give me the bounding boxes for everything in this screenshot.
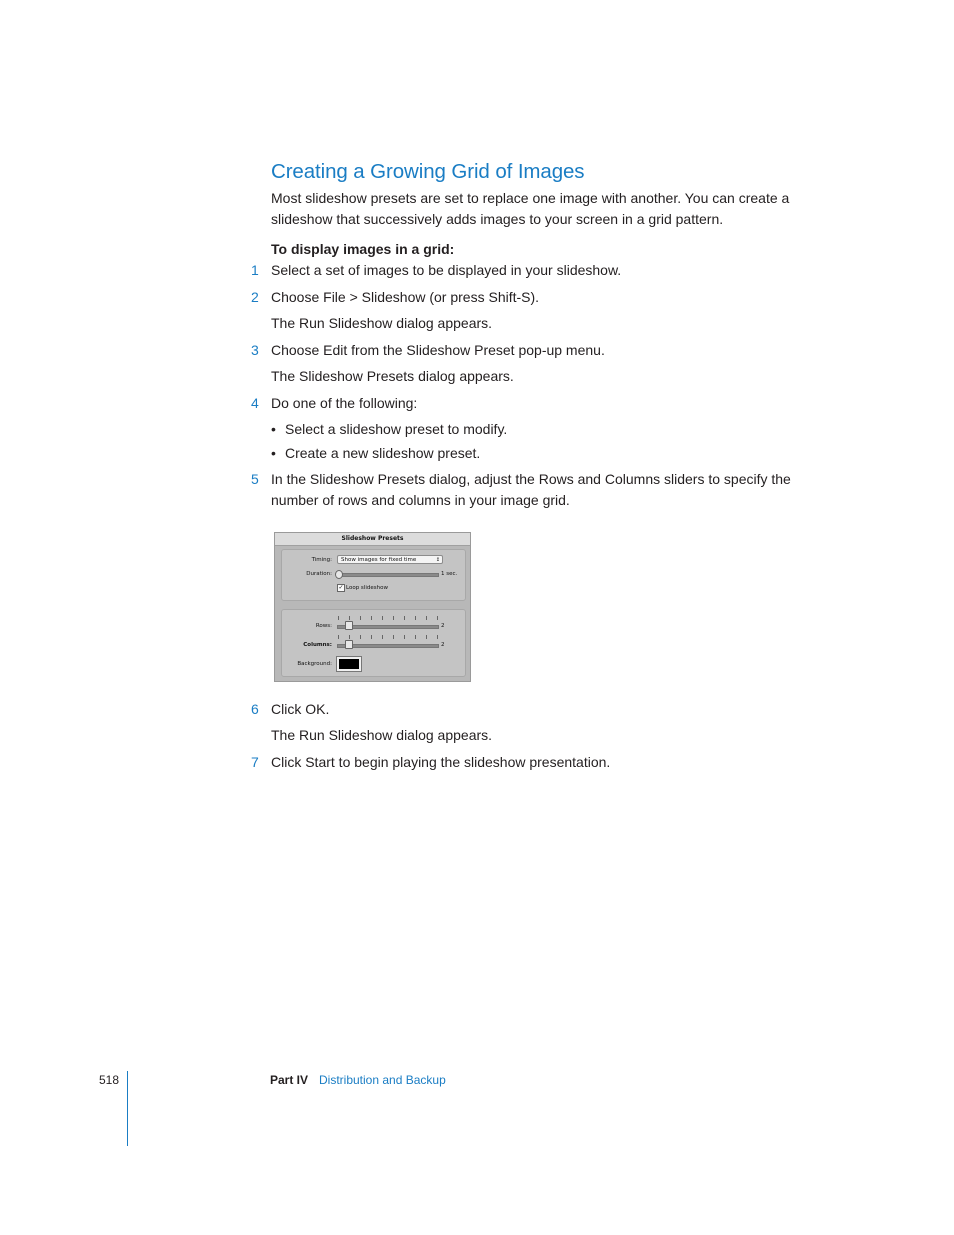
step-number: 3	[251, 342, 259, 358]
step-text: Do one of the following:	[271, 395, 418, 411]
bullet-item	[271, 421, 507, 437]
step-number: 7	[251, 754, 259, 770]
step-text: Choose File > Slideshow (or press Shift-S).	[271, 289, 540, 305]
step-result: The Run Slideshow dialog appears.	[271, 727, 493, 743]
step-number: 6	[251, 701, 259, 717]
step-text: In the Slideshow Presets dialog, adjust the Rows and Columns sliders to specify the number of rows and columns in your image grid.	[271, 471, 791, 508]
grid-panel	[281, 609, 466, 677]
loop-label: Loop slideshow	[346, 585, 388, 591]
bullet-item	[271, 445, 480, 461]
dialog-title: Slideshow Presets	[275, 533, 470, 546]
step-text: Choose Edit from the Slideshow Preset pop-up menu.	[271, 342, 605, 358]
bullet-text: Create a new slideshow preset.	[285, 445, 481, 461]
bullet-marker: •	[271, 445, 276, 461]
step-text: Click Start to begin playing the slideshow presentation.	[271, 754, 611, 770]
rows-value: 2	[441, 623, 445, 629]
procedure-lead-in: To display images in a grid:	[271, 241, 455, 257]
timing-panel	[281, 549, 466, 601]
popup-arrows-icon: ↕	[435, 557, 440, 563]
footer-section-link[interactable]: Distribution and Backup	[319, 1073, 446, 1087]
timing-popup[interactable]	[337, 555, 443, 564]
step-number: 1	[251, 262, 259, 278]
rows-slider-knob[interactable]	[345, 621, 353, 630]
columns-value: 2	[441, 642, 445, 648]
duration-value: 1 sec.	[441, 571, 458, 577]
slideshow-presets-dialog	[274, 532, 471, 682]
step-number: 2	[251, 289, 259, 305]
columns-label: Columns:	[303, 642, 332, 648]
background-color-well[interactable]	[337, 657, 361, 671]
section-heading: Creating a Growing Grid of Images	[271, 160, 585, 183]
columns-slider-knob[interactable]	[345, 640, 353, 649]
background-label: Background:	[297, 661, 332, 667]
rows-label: Rows:	[315, 623, 332, 629]
bullet-marker: •	[271, 421, 276, 437]
loop-checkbox[interactable]: ✓	[338, 584, 344, 591]
intro-paragraph: Most slideshow presets are set to replace one image with another. You can create a slideshow that successively adds images to your screen in a grid pattern.	[271, 190, 790, 227]
duration-label: Duration:	[306, 571, 332, 577]
columns-ticks	[338, 635, 438, 639]
timing-label: Timing:	[311, 557, 332, 563]
step-result: The Slideshow Presets dialog appears.	[271, 368, 514, 384]
step-result: The Run Slideshow dialog appears.	[271, 315, 493, 331]
duration-slider-knob[interactable]	[335, 570, 343, 579]
duration-slider-track[interactable]	[337, 573, 439, 577]
footer-rule	[127, 1071, 128, 1146]
step-number: 4	[251, 395, 259, 411]
step-number: 5	[251, 471, 259, 487]
footer-part: Part IV	[270, 1073, 309, 1087]
step-text: Click OK.	[271, 701, 330, 717]
rows-ticks	[338, 616, 438, 620]
timing-popup-value: Show images for fixed time	[341, 557, 417, 563]
bullet-text: Select a slideshow preset to modify.	[285, 421, 508, 437]
page-number: 518	[99, 1073, 120, 1087]
step-text: Select a set of images to be displayed in your slideshow.	[271, 262, 622, 278]
